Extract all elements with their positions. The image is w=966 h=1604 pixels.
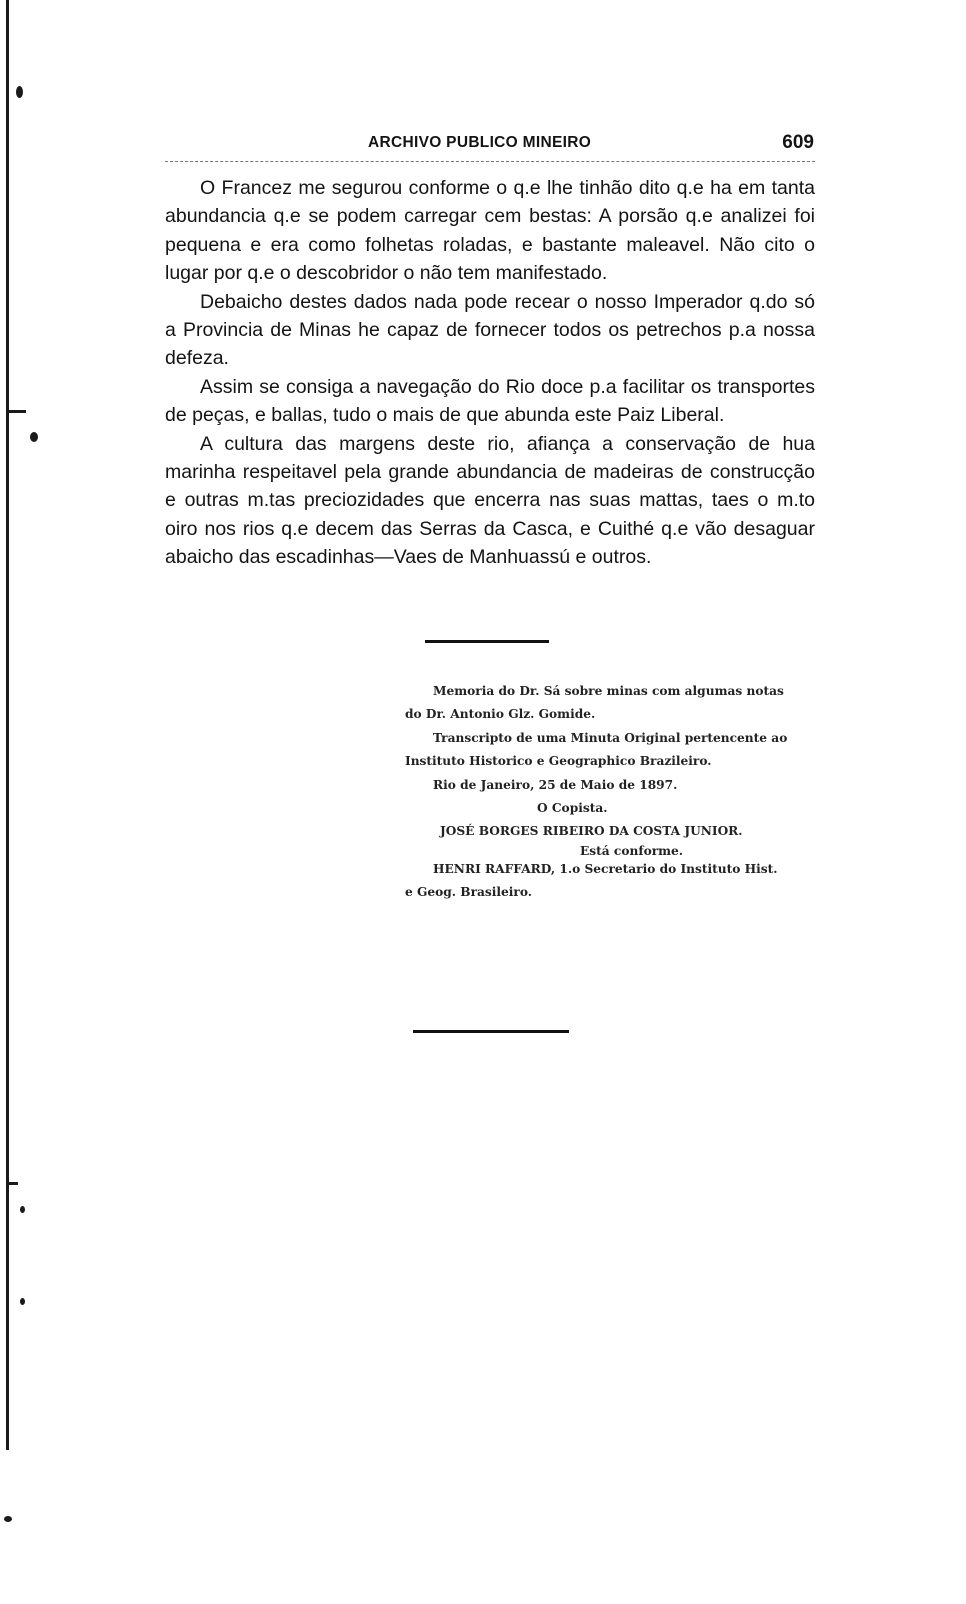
note-line: Rio de Janeiro, 25 de Maio de 1897. (433, 777, 678, 792)
copyist-label: O Copista. (537, 801, 608, 816)
transcription-note (405, 680, 817, 905)
scan-speck (8, 1182, 18, 1185)
body-text (165, 174, 815, 572)
note-line: Transcripto de uma Minuta Original pertencente ao (433, 730, 788, 745)
scan-speck (20, 1298, 25, 1305)
header-rule (165, 161, 815, 162)
note-line: Memoria do Dr. Sá sobre minas com algumas notas (433, 684, 784, 698)
secretary-signature: HENRI RAFFARD, 1.o Secretario do Instituto Hist. (433, 861, 778, 876)
scan-speck (20, 1206, 25, 1213)
copyist-signature: JOSÉ BORGES RIBEIRO DA COSTA JUNIOR. (440, 824, 743, 839)
scan-edge-artifact (6, 0, 9, 1450)
paragraph: O Francez me segurou conforme o q.e lhe tinhão dito q.e ha em tanta abundancia q.e se podem carregar cem bestas: A porsão q.e analizei foi pequena e era como folhetas roladas, e bastante maleavel. Não cito o lugar por q.e o descobridor o não tem manifestado. (165, 177, 815, 285)
page-number: 609 (782, 132, 814, 153)
scan-speck (8, 410, 26, 413)
scan-speck (16, 86, 23, 98)
running-header (165, 132, 820, 158)
section-rule (425, 640, 549, 643)
running-title: ARCHIVO PUBLICO MINEIRO (368, 134, 592, 151)
paragraph: Assim se consiga a navegação do Rio doce p.a facilitar os transportes de peças, e ballas, tudo o mais de que abunda este Paiz Liberal. (165, 375, 815, 427)
note-line: e Geog. Brasileiro. (405, 885, 532, 900)
paragraph: Debaicho destes dados nada pode recear o nosso Imperador q.do só a Provincia de Minas he capaz de fornecer todos os petrechos p.a nossa defeza. (165, 290, 815, 370)
conformity-label: Está conforme. (580, 843, 684, 858)
note-line: Instituto Historico e Geographico Brazileiro. (405, 754, 712, 769)
scan-speck (4, 1516, 12, 1522)
scan-speck (30, 432, 38, 442)
paragraph: A cultura das margens deste rio, afiança a conservação de hua marinha respeitavel pela grande abundancia de madeiras de construcção e outras m.tas preciozidades que encerra nas suas mattas, taes o m.to oiro nos rios q.e decem das Serras da Casca, e Cuithé q.e vão desaguar abaicho das escadinhas—Vaes de Manhuassú e outros. (165, 432, 815, 569)
end-rule (413, 1030, 569, 1033)
note-line: do Dr. Antonio Glz. Gomide. (405, 707, 596, 722)
